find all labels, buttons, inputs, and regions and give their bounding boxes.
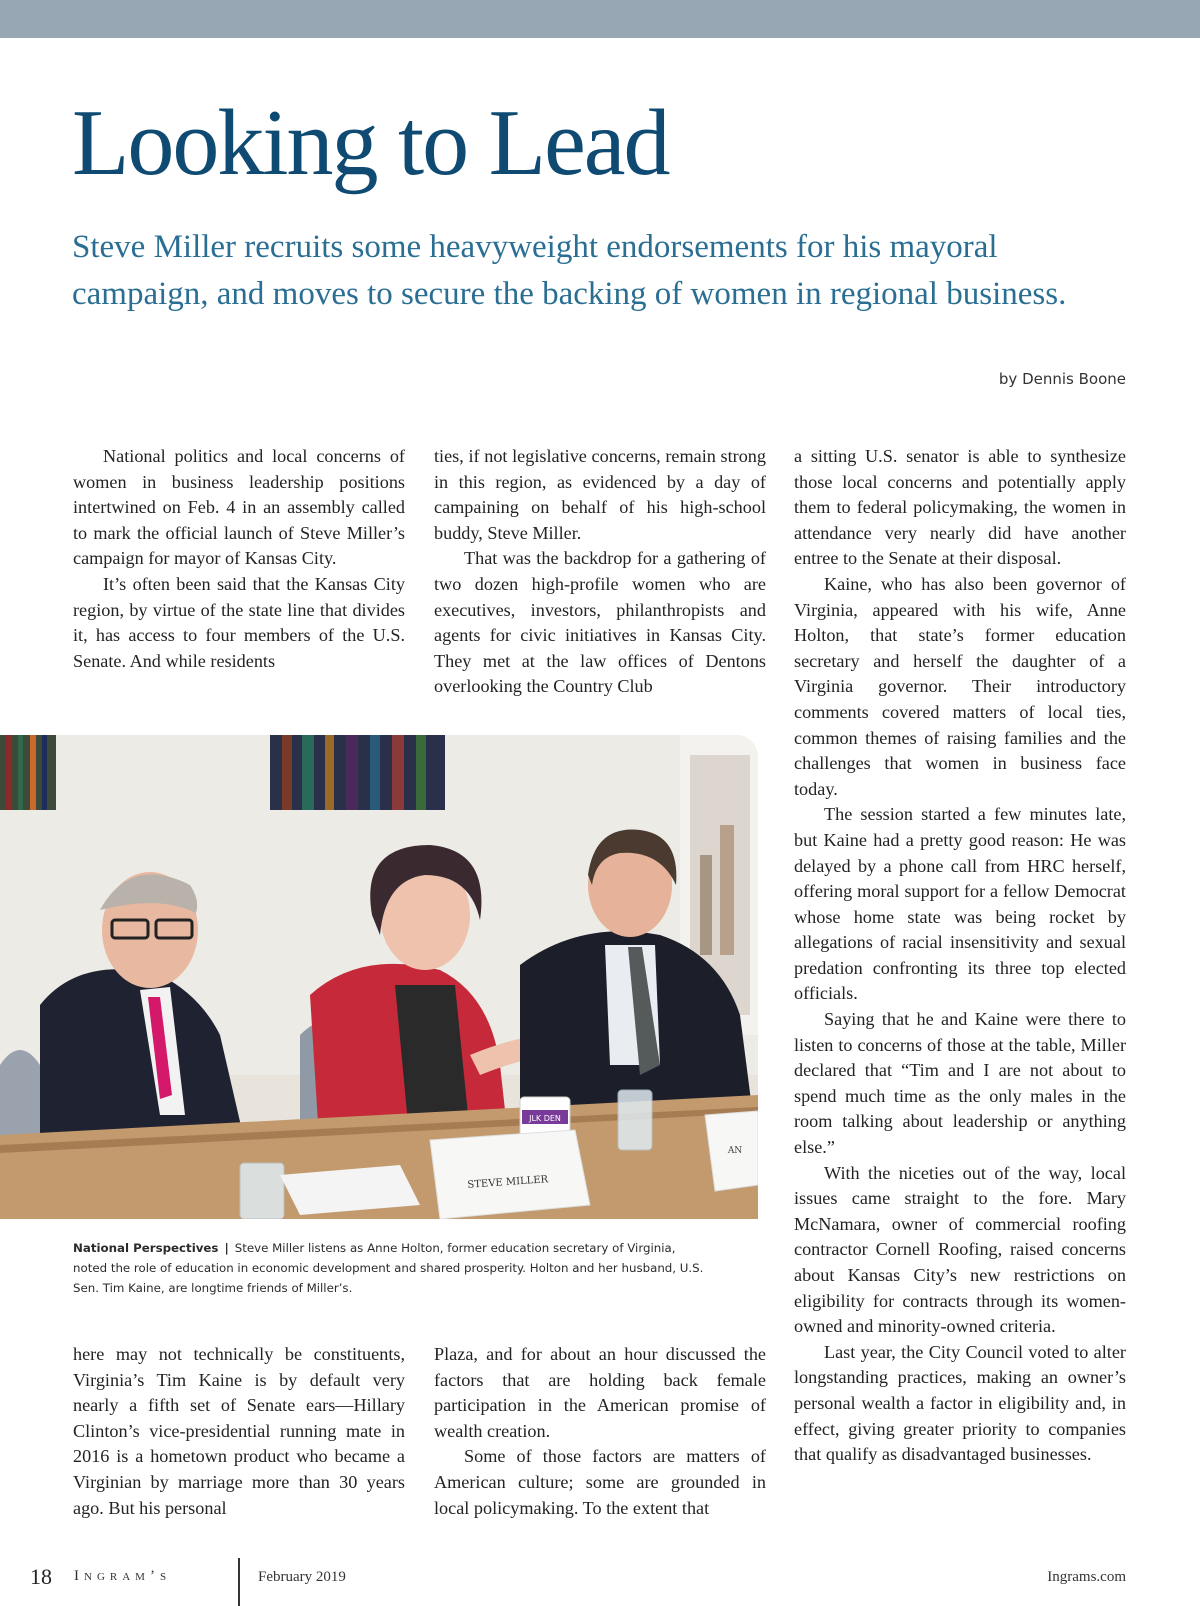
photo-caption	[73, 1238, 713, 1298]
caption-title: National Perspectives	[73, 1241, 219, 1255]
website: Ingrams.com	[1047, 1569, 1126, 1585]
name-card-right: AN	[727, 1146, 743, 1156]
paragraph: National politics and local concerns of women in business leadership positions intertwined on Feb. 4 in an assembly called to mark the official launch of Steve Miller’s campaign for mayor of Kansas City.	[73, 446, 405, 569]
paragraph: The session started a few minutes late, but Kaine had a pretty good reason: He was delayed by a phone call from HRC herself, offering moral support for a fellow Democrat whose home state was being rocket by allegations of racial insensitivity and sexual predation confronting its three top elected officials.	[794, 804, 1126, 1004]
paragraph: That was the backdrop for a gathering of two dozen high-profile women who are executives, investors, philanthropists and agents for civic initiatives in Kansas City. They met at the law offices of Dentons overlooking the Country Club	[434, 548, 766, 697]
article-headline: Looking to Lead	[72, 91, 669, 195]
paragraph: Last year, the City Council voted to alter longstanding practices, making an owner’s personal wealth a factor in eligibility and, in effect, giving greater priority to companies that qualify as disadvantaged businesses.	[794, 1341, 1126, 1465]
name-card-left: STEVE MILLER	[467, 1174, 549, 1191]
issue-date: February 2019	[258, 1569, 346, 1585]
caption-separator: |	[224, 1241, 229, 1255]
footer-divider	[238, 1558, 240, 1606]
paragraph: Kaine, who has also been governor of Virginia, appeared with his wife, Anne Holton, that state’s former education secretary and herself the daughter of a Virginia governor. Their introductory comments covered matters of local ties, common themes of raising families and the challenges that women in business face today.	[794, 573, 1126, 799]
paragraph: It’s often been said that the Kansas City region, by virtue of the state line that divides it, has access to four members of the U.S. Senate. And while residents	[73, 573, 405, 671]
paragraph: ties, if not legislative concerns, remain strong in this region, as evidenced by a day of campaining on behalf of his high-school buddy, Steve Miller.	[434, 446, 766, 543]
body-column-3	[794, 444, 1126, 1468]
page-number: 18	[30, 1564, 52, 1589]
magazine-name: Ingram’s	[74, 1568, 172, 1584]
body-column-2-top	[434, 444, 766, 700]
event-photo	[0, 735, 758, 1219]
mug-text: JLK DEN	[529, 1114, 561, 1123]
paragraph: Some of those factors are matters of American culture; some are grounded in local policymaking. To the extent that	[434, 1446, 766, 1518]
article-deck: Steve Miller recruits some heavyweight endorsements for his mayoral campaign, and moves to secure the backing of women in regional business.	[72, 229, 1067, 312]
top-color-band	[0, 0, 1200, 38]
paragraph: Plaza, and for about an hour discussed the factors that are holding back female participation in the American promise of wealth creation.	[434, 1344, 766, 1441]
byline: by Dennis Boone	[998, 370, 1126, 388]
caption-text: Steve Miller listens as Anne Holton, former education secretary of Virginia, noted the role of education in economic development and shared prosperity. Holton and her husband, U.S. Sen. Tim Kaine, are longtime friends of Miller’s.	[73, 1241, 704, 1295]
body-column-2-bottom	[434, 1342, 766, 1521]
paragraph: here may not technically be constituents, Virginia’s Tim Kaine is by default very nearly a fifth set of Senate ears—Hillary Clinton’s vice-presidential running mate in 2016 is a hometown product who became a Virginian by marriage more than 30 years ago. But his personal	[73, 1344, 405, 1518]
paragraph: Saying that he and Kaine were there to listen to concerns of those at the table, Miller declared that “Tim and I are not about to spend much time as the only males in the room talking about leadership or anything else.”	[794, 1009, 1126, 1158]
paragraph: With the niceties out of the way, local issues came straight to the fore. Mary McNamara, owner of commercial roofing contractor Cornell Roofing, raised concerns about Kansas City’s new restrictions on eligibility for contracts through its women-owned and minority-owned criteria.	[794, 1162, 1126, 1337]
page-footer	[0, 1560, 1200, 1606]
paragraph: a sitting U.S. senator is able to synthesize those local concerns and potentially apply them to federal policymaking, the women in attendance very nearly did have another entree to the Senate at their disposal.	[794, 446, 1126, 569]
body-column-1-top	[73, 444, 405, 674]
body-column-1-bottom	[73, 1342, 405, 1521]
